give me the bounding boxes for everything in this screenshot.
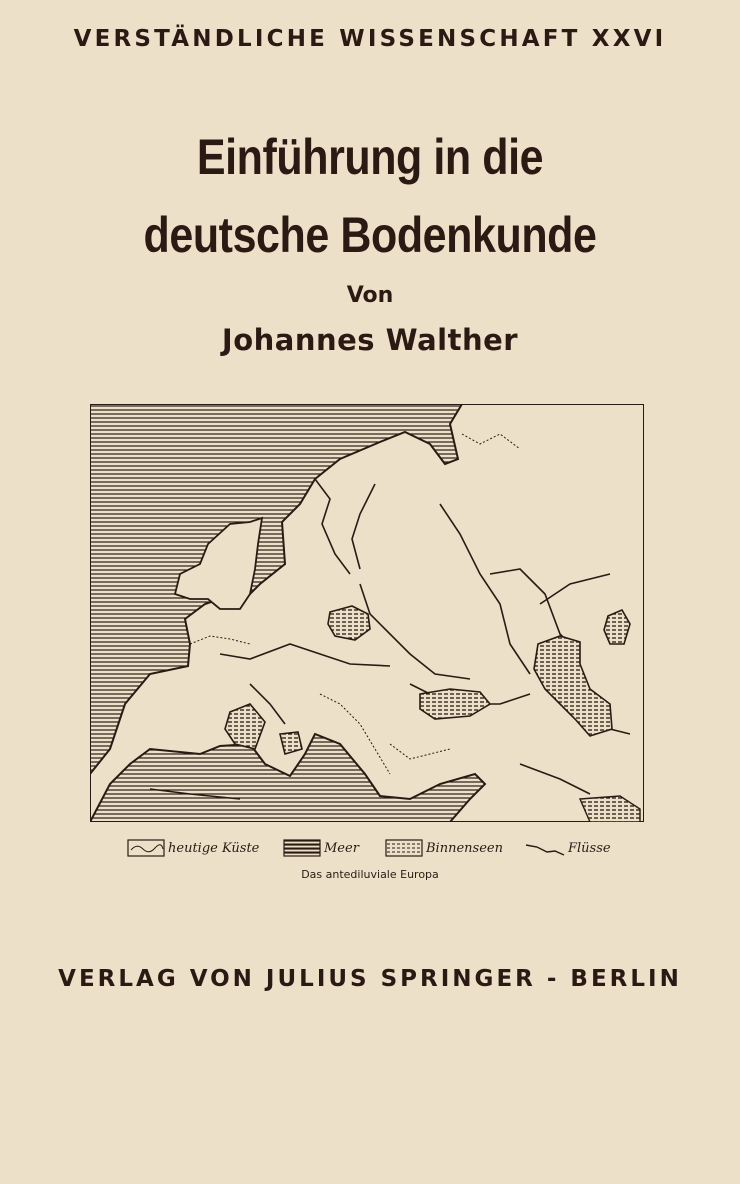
publisher-line: VERLAG VON JULIUS SPRINGER - BERLIN [58, 966, 682, 992]
sea-swatch-icon [283, 839, 321, 857]
legend-lakes-label: Binnenseen [426, 840, 503, 856]
map-caption: Das antediluviale Europa [301, 868, 439, 881]
river-swatch-icon [525, 839, 565, 857]
legend-lakes [385, 839, 503, 857]
coast-swatch-icon [127, 839, 165, 857]
map-legend [127, 839, 627, 865]
lakes-swatch-icon [385, 839, 423, 857]
by-label: Von [346, 283, 394, 308]
legend-sea [283, 839, 359, 857]
legend-coast-label: heutige Küste [168, 840, 260, 856]
europe-map [90, 404, 644, 822]
title-line-2: deutsche Bodenkunde [143, 207, 597, 263]
title-line-1: Einführung in die [196, 129, 544, 185]
author-name: Johannes Walther [221, 323, 519, 357]
series-title: VERSTÄNDLICHE WISSENSCHAFT XXVI [73, 26, 667, 52]
legend-rivers [525, 839, 611, 857]
legend-rivers-label: Flüsse [568, 840, 611, 856]
legend-coast [127, 839, 259, 857]
legend-sea-label: Meer [324, 840, 359, 856]
book-title [52, 118, 688, 274]
